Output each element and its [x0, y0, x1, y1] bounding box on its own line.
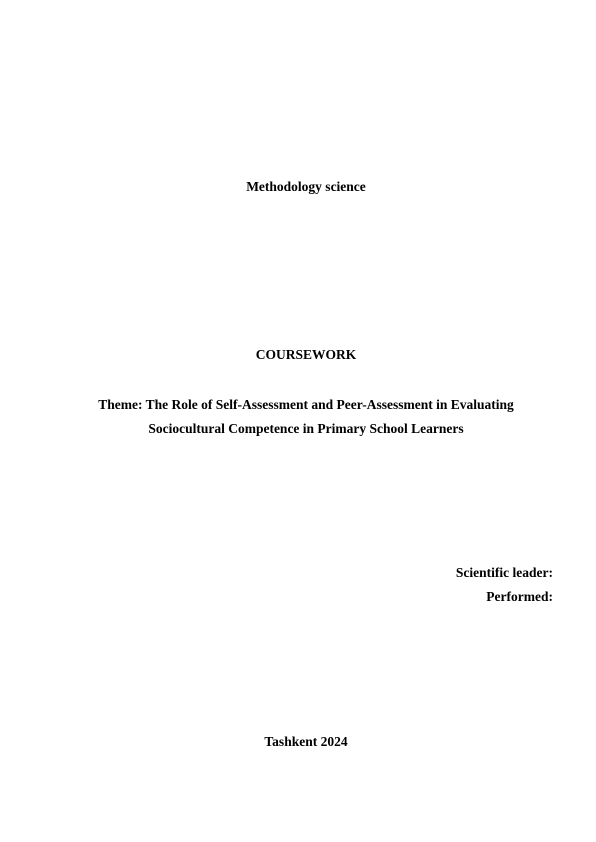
scientific-leader-label: Scientific leader:	[455, 565, 553, 580]
theme-line-1: Theme: The Role of Self-Assessment and Peer-Assessment in Evaluating	[98, 397, 514, 412]
document-type-title: COURSEWORK	[255, 347, 357, 362]
theme-line-2: Sociocultural Competence in Primary School Learners	[148, 421, 464, 436]
performed-label: Performed:	[486, 589, 553, 604]
subject-heading: Methodology science	[246, 179, 366, 194]
place-year-footer: Tashkent 2024	[264, 734, 348, 749]
